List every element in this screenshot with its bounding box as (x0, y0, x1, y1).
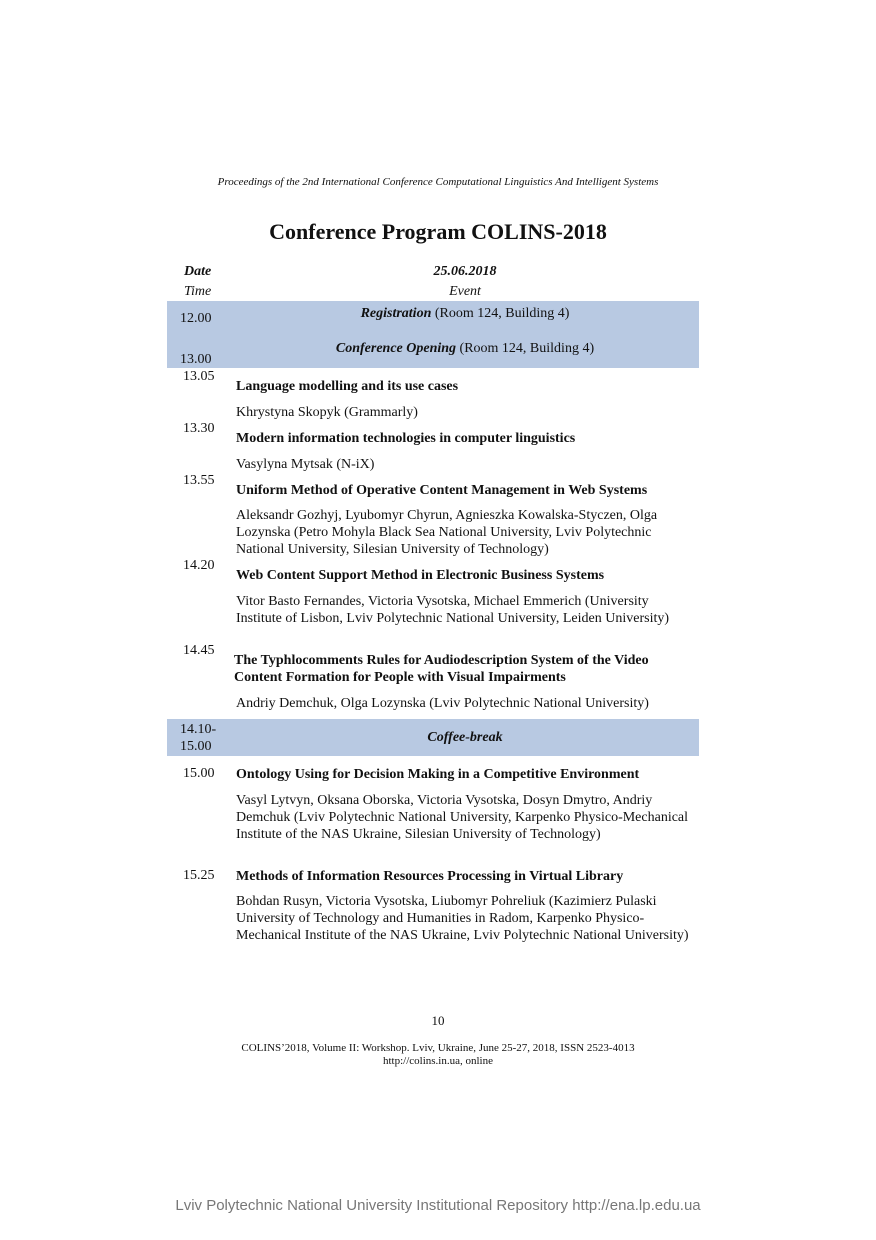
registration-label: Registration (360, 306, 432, 321)
talk-time: 13.30 (183, 421, 215, 436)
coffee-break-start: 14.10- (180, 722, 217, 737)
running-head: Proceedings of the 2nd International Conference Computational Linguistics And Intelligent Systems (217, 176, 659, 188)
registration-row (232, 306, 698, 322)
talk-title: Methods of Information Resources Processing in Virtual Library (236, 869, 624, 884)
talk-time: 15.00 (183, 766, 215, 781)
day-date: 25.06.2018 (433, 264, 497, 279)
footer-citation: COLINS’2018, Volume II: Workshop. Lviv, Ukraine, June 25-27, 2018, ISSN 2523-4013 (241, 1042, 635, 1054)
registration-time: 12.00 (180, 311, 212, 326)
time-column-header: Time (184, 284, 212, 299)
talk-title: Language modelling and its use cases (236, 379, 459, 394)
talk-title: The Typhlocomments Rules for Audiodescription System of the Video Content Formation for People with Visual Impairments (234, 653, 649, 685)
talk-authors: Khrystyna Skopyk (Grammarly) (236, 405, 418, 420)
page-number: 10 (431, 1013, 445, 1028)
talk-time: 14.45 (183, 643, 215, 658)
footer (0, 1042, 876, 1068)
coffee-break-label: Coffee-break (427, 730, 503, 745)
opening-time: 13.00 (180, 352, 212, 367)
talk-authors: Vasyl Lytvyn, Oksana Oborska, Victoria Vysotska, Dosyn Dmytro, Andriy Demchuk (Lviv Polytechnic National University, Karpenko Physico-Mechanical Institute of the NAS Ukraine, Silesian University of Technology) (236, 793, 689, 842)
talk-time: 13.55 (183, 473, 215, 488)
talk-time: 15.25 (183, 868, 215, 883)
event-column-header: Event (449, 284, 481, 299)
talk-title: Uniform Method of Operative Content Management in Web Systems (236, 483, 648, 498)
coffee-break-time (180, 721, 216, 755)
talk-time: 13.05 (183, 369, 215, 384)
opening-label: Conference Opening (335, 341, 457, 356)
repository-watermark: Lviv Polytechnic National University Institutional Repository http://ena.lp.edu.ua (175, 1197, 701, 1214)
talk-authors: Bohdan Rusyn, Victoria Vysotska, Liubomyr Pohreliuk (Kazimierz Pulaski University of Technology and Humanities in Radom, Karpenko Physico-Mechanical Institute of the NAS Ukraine, Lviv Polytechnic National University) (236, 894, 689, 943)
date-column-header: Date (184, 264, 212, 279)
talk-title: Ontology Using for Decision Making in a Competitive Environment (236, 767, 640, 782)
opening-room: (Room 124, Building 4) (456, 341, 595, 356)
talk-authors: Aleksandr Gozhyj, Lyubomyr Chyrun, Agnieszka Kowalska-Styczen, Olga Lozynska (Petro Mohyla Black Sea National University, Lviv Polytechnic National University, Silesian University of Technology) (236, 508, 658, 557)
coffee-break-end: 15.00 (180, 739, 212, 754)
talk-authors: Vitor Basto Fernandes, Victoria Vysotska, Michael Emmerich (University Institute of Lisbon, Lviv Polytechnic National University, Leiden University) (236, 594, 670, 626)
talk-title: Web Content Support Method in Electronic Business Systems (236, 568, 605, 583)
opening-row (232, 341, 698, 357)
talk-title: Modern information technologies in computer linguistics (236, 431, 576, 446)
talk-time: 14.20 (183, 558, 215, 573)
registration-room: (Room 124, Building 4) (431, 306, 570, 321)
footer-url: http://colins.in.ua, online (383, 1055, 493, 1067)
page-title: Conference Program COLINS-2018 (269, 219, 607, 244)
talk-authors: Andriy Demchuk, Olga Lozynska (Lviv Polytechnic National University) (236, 696, 649, 711)
talk-authors: Vasylyna Mytsak (N-iX) (236, 457, 375, 472)
